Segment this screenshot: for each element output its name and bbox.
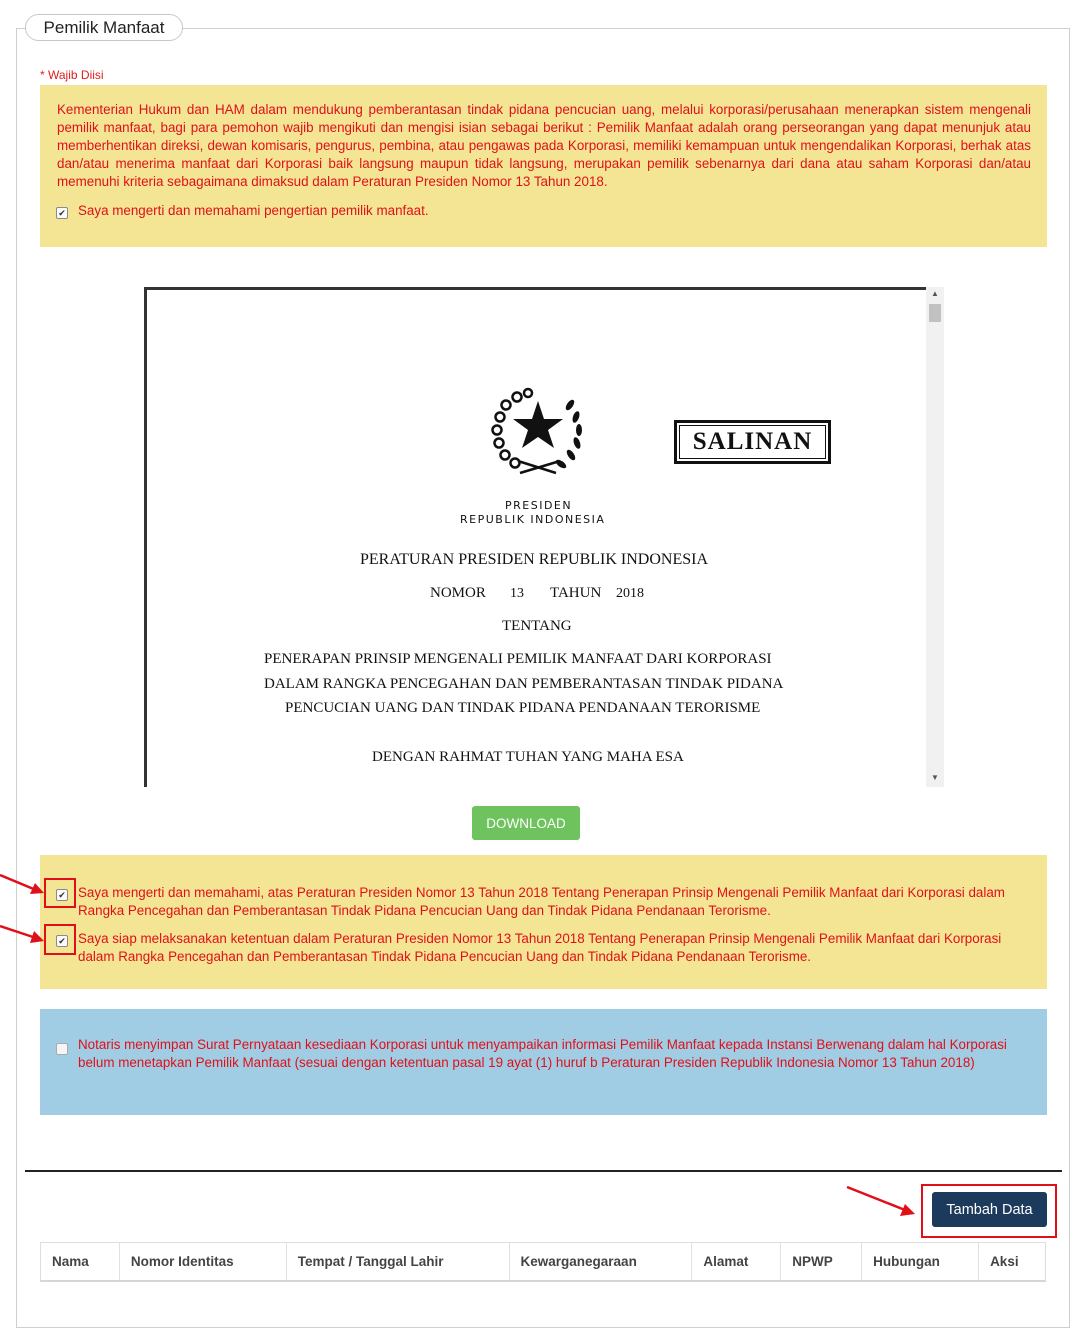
document-subject-line-3: PENCUCIAN UANG DAN TINDAK PIDANA PENDANAAN TERORISME: [285, 700, 761, 716]
document-tahun-label: TAHUN: [550, 585, 602, 601]
garuda-emblem-icon: [488, 385, 588, 477]
column-header-tempat-tanggal-lahir: Tempat / Tanggal Lahir: [287, 1243, 510, 1280]
column-header-aksi: Aksi: [990, 1254, 1019, 1269]
arrow-tambah-data-icon: [845, 1182, 917, 1220]
highlight-agreement-2: [44, 924, 76, 955]
agreement-label-2: Saya siap melaksanakan ketentuan dalam Peraturan Presiden Nomor 13 Tahun 2018 Tentang Penerapan Prinsip Mengenali Pemilik Manfaat dari Korporasi dalam Rangka Pencegahan dan Pemberantasan Tindak Pidana Pencucian Uang dan Tindak Pidana Pendanaan Terorisme.: [78, 931, 1002, 964]
document-nomor-value: 13: [510, 586, 524, 601]
column-header-alamat: Alamat: [692, 1243, 781, 1280]
intro-text: Kementerian Hukum dan HAM dalam mendukung pemberantasan tindak pidana pencucian uang, melalui korporasi/perusahaan menerapkan sistem mengenali pemilik manfaat, bagi para pemohon wajib mengikuti dan mengisi isian sebagai berikut : Pemilik Manfaat adalah orang perseorangan yang dapat menunjuk atau memberhentikan direksi, dewan komisaris, pengurus, pembina, atau pengawas pada Korporasi, memiliki kemampuan untuk mengendalikan Korporasi, berhak atas dan/atau menerima manfaat dari Korporasi baik langsung maupun tidak langsung, merupakan pemilik sebenarnya dari dana atau saham Korporasi dan/atau memenuhi kriteria sebagaimana dimaksud dalam Peraturan Presiden Nomor 13 Tahun 2018.: [57, 102, 1031, 189]
scroll-down-icon[interactable]: ▼: [931, 773, 939, 782]
document-nomor-label: NOMOR: [430, 585, 486, 601]
notaris-label: Notaris menyimpan Surat Pernyataan kesediaan Korporasi untuk menyampaikan informasi Pemilik Manfaat kepada Instansi Berwenang dalam hal Korporasi belum menetapkan Pemilik Manfaat (sesuai dengan ketentuan pasal 19 ayat (1) huruf b Peraturan Presiden Republik Indonesia Nomor 13 Tahun 2018): [78, 1037, 1007, 1070]
column-header-kewarganegaraan: Kewarganegaraan: [510, 1243, 693, 1280]
intro-checkbox-label: Saya mengerti dan memahami pengertian pemilik manfaat.: [78, 203, 429, 218]
document-closing: DENGAN RAHMAT TUHAN YANG MAHA ESA: [372, 749, 684, 765]
document-tentang: TENTANG: [502, 618, 572, 634]
agreement-row-1[interactable]: [56, 884, 1036, 920]
salinan-stamp: SALINAN: [674, 420, 831, 464]
column-header-nomor-identitas: Nomor Identitas: [120, 1243, 287, 1280]
beneficial-owner-table-header: [40, 1242, 1046, 1282]
column-header-npwp: NPWP: [781, 1243, 862, 1280]
column-header-nama: Nama: [41, 1243, 120, 1280]
arrow-agreement-1-icon: [0, 870, 48, 900]
agreement-row-2[interactable]: [56, 930, 1036, 966]
scroll-up-icon[interactable]: ▲: [931, 289, 939, 298]
column-header-hubungan: Hubungan: [862, 1243, 979, 1280]
agreement-notice: [40, 855, 1047, 989]
arrow-agreement-2-icon: [0, 922, 48, 948]
scroll-thumb[interactable]: [929, 304, 941, 322]
intro-checkbox-row[interactable]: [56, 202, 429, 220]
required-note: * Wajib Diisi: [40, 68, 104, 82]
document-subject-line-2: DALAM RANGKA PENCEGAHAN DAN PEMBERANTASAN TINDAK PIDANA: [264, 676, 784, 692]
panel-title: Pemilik Manfaat: [25, 14, 183, 41]
notaris-row[interactable]: [56, 1036, 1036, 1072]
document-tahun-value: 2018: [616, 586, 644, 601]
agreement-checkbox-2[interactable]: ✔: [56, 935, 68, 947]
intro-checkbox[interactable]: ✔: [56, 207, 68, 219]
viewer-scrollbar[interactable]: [926, 287, 944, 787]
document-heading: PERATURAN PRESIDEN REPUBLIK INDONESIA: [360, 551, 709, 568]
intro-notice: [40, 85, 1047, 247]
emblem-caption-presiden: PRESIDEN: [505, 499, 573, 512]
section-divider: [25, 1170, 1062, 1172]
emblem-caption-republik: REPUBLIK INDONESIA: [460, 513, 606, 526]
notaris-checkbox[interactable]: [56, 1043, 68, 1055]
agreement-checkbox-1[interactable]: ✔: [56, 889, 68, 901]
document-subject-line-1: PENERAPAN PRINSIP MENGENALI PEMILIK MANFAAT DARI KORPORASI: [264, 651, 772, 667]
notaris-notice: [40, 1009, 1047, 1115]
agreement-label-1: Saya mengerti dan memahami, atas Peraturan Presiden Nomor 13 Tahun 2018 Tentang Penerapan Prinsip Mengenali Pemilik Manfaat dari Korporasi dalam Rangka Pencegahan dan Pemberantasan Tindak Pidana Pencucian Uang dan Tindak Pidana Pendanaan Terorisme.: [78, 885, 1005, 918]
tambah-data-button[interactable]: Tambah Data: [932, 1192, 1047, 1227]
highlight-tambah-data: [921, 1184, 1057, 1238]
highlight-agreement-1: [44, 878, 76, 908]
download-button[interactable]: DOWNLOAD: [472, 806, 580, 840]
